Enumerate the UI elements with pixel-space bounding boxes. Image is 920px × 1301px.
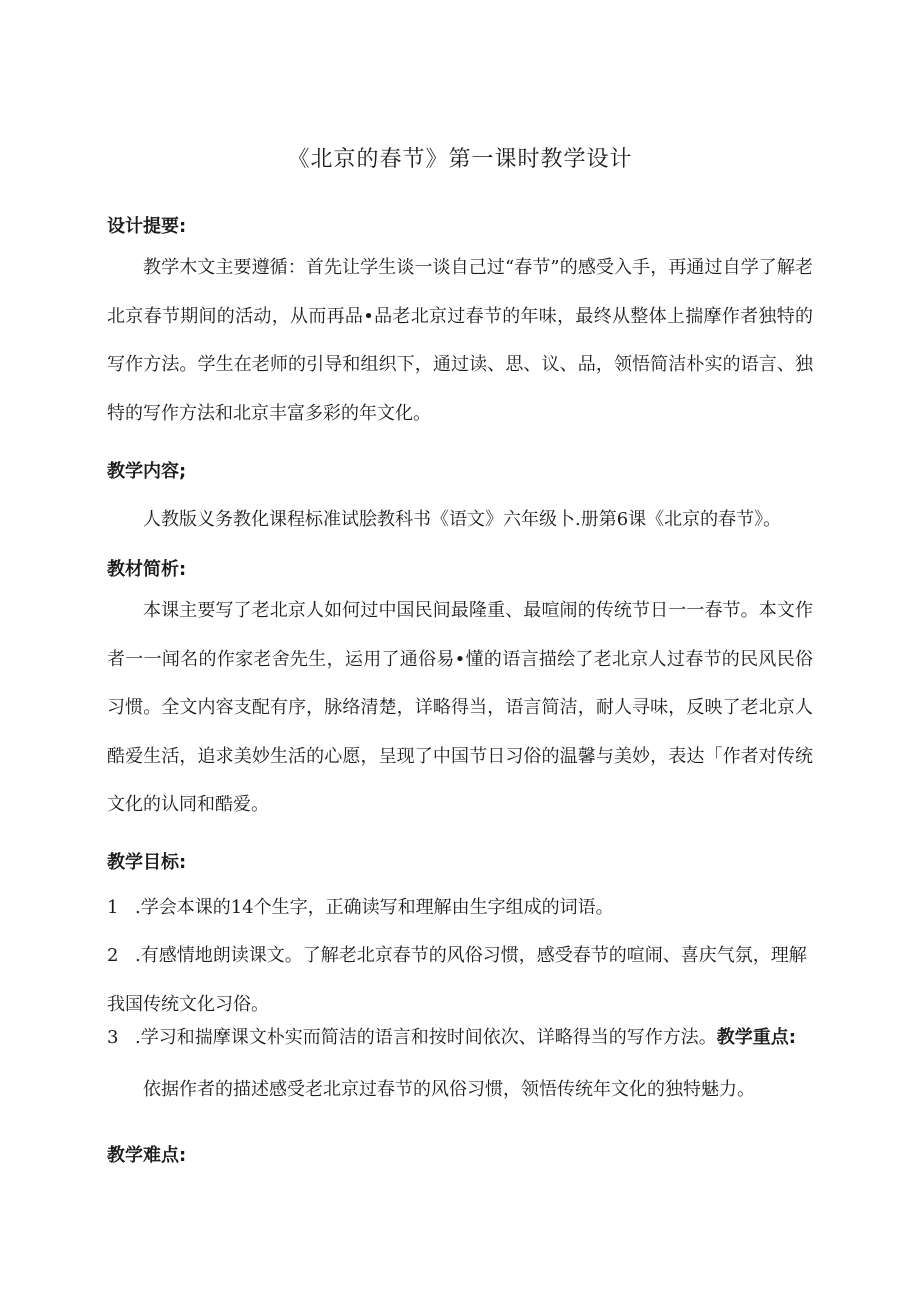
heading-difficulty: 教学难点: (107, 1145, 187, 1166)
goal-item-text: .学习和揣摩课文朴实而简洁的语言和按时间依次、详略得当的写作方法。 (135, 1027, 717, 1048)
goal-item-number: 2 (107, 945, 119, 966)
goal-item-text: .学会本课的14个生字，正确读写和理解由生字组成的词语。 (135, 897, 614, 918)
heading-design-summary: 设计提要: (107, 216, 187, 237)
heading-analysis: 教材简析: (107, 559, 187, 580)
goal-item-text: .有感情地朗读课文。了解老北京春节的风俗习惯，感受春节的喧闹、喜庆气氛，理解我国传统文化习俗。 (107, 945, 807, 1015)
heading-goals: 教学目标: (107, 852, 187, 873)
heading-content: 教学内容; (107, 461, 187, 482)
heading-key-point: 教学重点: (716, 1027, 796, 1048)
document-title: 《北京的春节》第一课时教学设计 (287, 147, 633, 172)
paragraph-analysis: 本课主要写了老北京人如何过中国民间最隆重、最喧闹的传统节日一一春节。本文作者一一闻名的作家老舍先生，运用了通俗易•懂的语言描绘了老北京人过春节的民风民俗习惯。全文内容支配有序，脉络清楚，详略得当，语言简洁，耐人寻味，反映了老北京人酷爱生活，追求美妙生活的心愿，呈现了中国节日习俗的温馨与美妙，表达「作者对传统文化的认同和酷爱。 (107, 600, 813, 815)
goal-item-3 (107, 1014, 813, 1063)
goal-item-number: 3 (107, 1027, 119, 1048)
goal-item-1 (107, 884, 813, 933)
paragraph-key-point: 依据作者的描述感受老北京过春节的风俗习惯，领悟传统年文化的独特魅力。 (143, 1079, 755, 1100)
paragraph-content: 人教版义务教化课程标准试脍教科书《语文》六年级卜.册第6课《北京的春节》。 (143, 509, 782, 530)
goal-item-number: 1 (107, 897, 119, 918)
paragraph-design-summary: 教学木文主要遵循：首先让学生谈一谈自己过“春节”的感受入手，再通过自学了解老北京春节期间的活动，从而再品•品老北京过春节的年味，最终从整体上揣摩作者独特的写作方法。学生在老师的引导和组织下，通过读、思、议、品，领悟简洁朴实的语言、独特的写作方法和北京丰富多彩的年文化。 (107, 257, 813, 424)
